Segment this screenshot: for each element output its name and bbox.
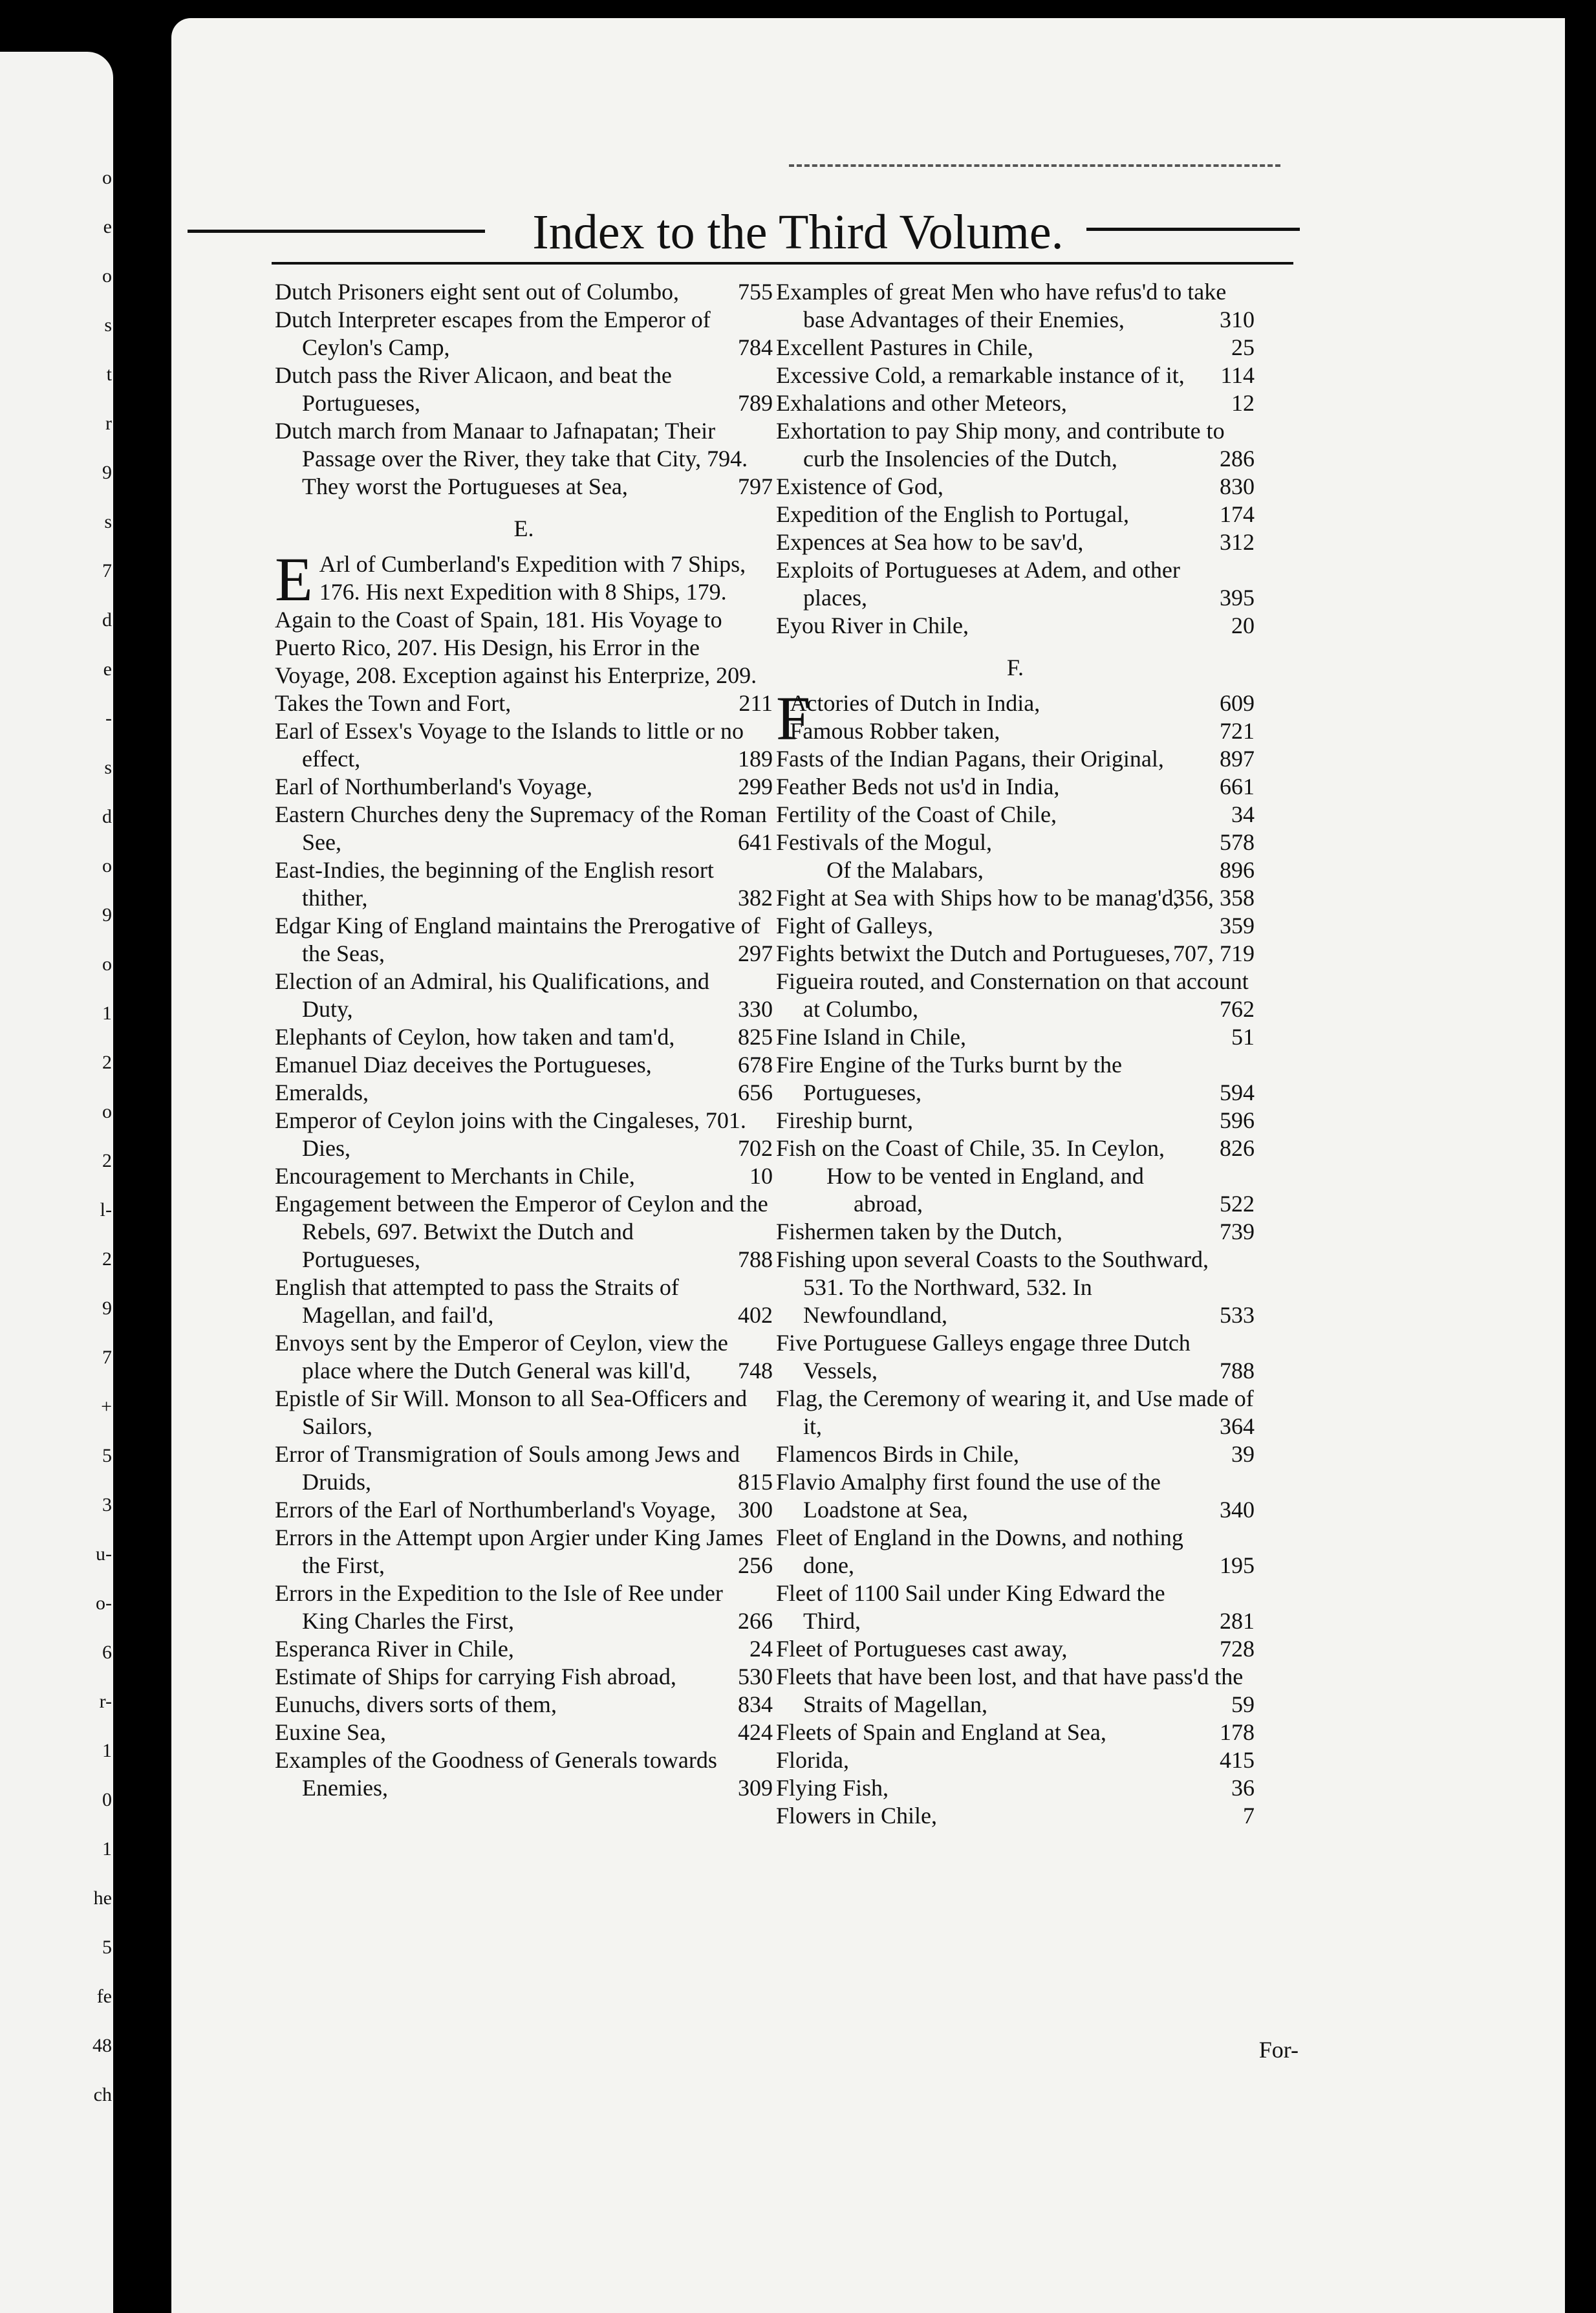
entry-text: Flowers in Chile, xyxy=(776,1803,937,1829)
entry-page-number: 788 xyxy=(1220,1358,1255,1384)
margin-fragment: 5 xyxy=(102,1445,112,1466)
section-letter-e: E. xyxy=(513,516,534,541)
entry-text: Edgar King of England maintains the Prerogative of the Seas, xyxy=(275,913,760,966)
index-entry xyxy=(776,912,1255,940)
entry-page-number: 51 xyxy=(1231,1024,1255,1050)
margin-fragment: u- xyxy=(96,1543,112,1565)
index-entry xyxy=(776,528,1255,556)
entry-page-number: 825 xyxy=(738,1024,773,1050)
index-entry xyxy=(776,773,1255,801)
entry-page-number: 25 xyxy=(1231,334,1255,360)
entry-page-number: 364 xyxy=(1220,1413,1255,1439)
entry-text: Famous Robber taken, xyxy=(790,718,1000,744)
margin-fragment: 9 xyxy=(102,462,112,483)
margin-fragment: 9 xyxy=(102,904,112,926)
entry-page-number: 359 xyxy=(1220,913,1255,939)
margin-fragment: r- xyxy=(99,1691,112,1712)
entry-text: Fish on the Coast of Chile, 35. In Ceylon, xyxy=(776,1135,1165,1161)
entry-page-number: 114 xyxy=(1220,362,1255,388)
entries-f-first xyxy=(776,684,1255,753)
index-entry xyxy=(275,1719,773,1746)
index-entry xyxy=(275,1190,773,1274)
entry-page-number: 578 xyxy=(1220,829,1255,855)
entry-text: Fight of Galleys, xyxy=(776,913,933,939)
index-entry xyxy=(275,1162,773,1190)
dropcap-e: E xyxy=(275,545,313,614)
index-entry xyxy=(776,1023,1255,1051)
index-entry xyxy=(776,473,1255,501)
margin-fragment: ch xyxy=(93,2084,112,2105)
index-entry xyxy=(275,773,773,801)
entry-text: Eunuchs, divers sorts of them, xyxy=(275,1691,557,1717)
index-entry xyxy=(275,1385,773,1440)
margin-fragment: 2 xyxy=(102,1248,112,1270)
index-column-left xyxy=(275,278,773,1802)
entry-page-number: 24 xyxy=(749,1636,773,1662)
margin-fragment: 1 xyxy=(102,1740,112,1761)
index-entry-e-first xyxy=(275,545,773,717)
entry-page-number: 797 xyxy=(738,473,773,499)
margin-fragment: s xyxy=(104,314,112,336)
section-letter-f: F. xyxy=(1006,655,1024,680)
dropcap-f: F xyxy=(776,684,811,753)
entry-text: Actories of Dutch in India, xyxy=(790,690,1041,716)
entry-text: Elephants of Ceylon, how taken and tam'd, xyxy=(275,1024,675,1050)
margin-fragment: e xyxy=(103,658,112,680)
entry-page-number: 522 xyxy=(1220,1191,1255,1217)
index-entry xyxy=(275,801,773,856)
margin-fragment: 0 xyxy=(102,1789,112,1810)
entry-text: Expedition of the English to Portugal, xyxy=(776,501,1129,527)
index-entry xyxy=(776,801,1255,829)
entry-page-number: 174 xyxy=(1220,501,1255,527)
entry-text: Fishermen taken by the Dutch, xyxy=(776,1219,1062,1244)
margin-fragment: s xyxy=(104,511,112,532)
entry-text: Examples of great Men who have refus'd to take base Advantages of their Enemies, xyxy=(776,279,1227,332)
entry-page-number: 815 xyxy=(738,1469,773,1495)
entry-text: Earl of Essex's Voyage to the Islands to little or no effect, xyxy=(275,718,744,772)
entry-text: Flying Fish, xyxy=(776,1775,889,1801)
margin-fragment: he xyxy=(93,1887,112,1909)
entry-page-number: 897 xyxy=(1220,746,1255,772)
index-entry xyxy=(776,501,1255,528)
entry-text: Flavio Amalphy first found the use of the Loadstone at Sea, xyxy=(776,1469,1161,1523)
entry-page-number: 728 xyxy=(1220,1636,1255,1662)
index-entry xyxy=(275,1274,773,1329)
entry-page-number: 641 xyxy=(738,829,773,855)
entry-text: Fleets of Spain and England at Sea, xyxy=(776,1719,1106,1745)
entry-text: Errors of the Earl of Northumberland's Voyage, xyxy=(275,1497,716,1523)
entry-text: Of the Malabars, xyxy=(826,857,984,883)
index-entry xyxy=(776,1440,1255,1468)
margin-fragment: - xyxy=(105,708,112,729)
entry-page-number: 382 xyxy=(738,885,773,911)
entry-page-number: 12 xyxy=(1231,390,1255,416)
entry-page-number: 211 xyxy=(739,690,773,716)
index-entry xyxy=(776,1107,1255,1135)
entry-text: Flamencos Birds in Chile, xyxy=(776,1441,1019,1467)
entry-text: Fine Island in Chile, xyxy=(776,1024,966,1050)
index-column-right xyxy=(776,278,1255,1830)
index-entry xyxy=(776,1051,1255,1107)
entry-page-number: 826 xyxy=(1220,1135,1255,1161)
entry-text: Esperanca River in Chile, xyxy=(275,1636,514,1662)
entry-page-number: 424 xyxy=(738,1719,773,1745)
margin-fragment: 5 xyxy=(102,1937,112,1958)
margin-fragment: 7 xyxy=(102,560,112,581)
index-entry xyxy=(776,389,1255,417)
entry-text: Dutch march from Manaar to Jafnapatan; Their Passage over the River, they take that City, 794. They worst the Portugueses at Sea, xyxy=(275,418,748,499)
entry-page-number: 7 xyxy=(1243,1803,1255,1829)
entry-page-number: 256 xyxy=(738,1552,773,1578)
margin-fragment: o xyxy=(102,1101,112,1122)
index-entry xyxy=(776,1663,1255,1719)
entry-page-number: 402 xyxy=(738,1302,773,1328)
entry-text: Errors in the Expedition to the Isle of Ree under King Charles the First, xyxy=(275,1580,723,1634)
entry-text: Dutch Prisoners eight sent out of Columbo, xyxy=(275,279,679,305)
entry-page-number: 748 xyxy=(738,1358,773,1384)
index-entry xyxy=(275,912,773,968)
margin-fragment: 7 xyxy=(102,1347,112,1368)
entry-page-number: 340 xyxy=(1220,1497,1255,1523)
entry-page-number: 789 xyxy=(738,390,773,416)
index-entry xyxy=(275,278,773,306)
entry-text: Fire Engine of the Turks burnt by the Portugueses, xyxy=(776,1052,1122,1105)
entry-text: Eyou River in Chile, xyxy=(776,613,969,638)
index-entry xyxy=(275,717,773,773)
entry-text: Fishing upon several Coasts to the Southward, 531. To the Northward, 532. In Newfoundland, xyxy=(776,1246,1209,1328)
index-entry xyxy=(776,417,1255,473)
margin-fragment: d xyxy=(102,609,112,631)
entry-text: Excessive Cold, a remarkable instance of it, xyxy=(776,362,1185,388)
entry-page-number: 286 xyxy=(1220,446,1255,472)
margin-fragment: fe xyxy=(96,1986,112,2007)
margin-fragment: o xyxy=(102,265,112,287)
entry-page-number: 300 xyxy=(738,1497,773,1523)
entry-page-number: 356, 358 xyxy=(1173,885,1255,911)
index-entry xyxy=(275,856,773,912)
index-entry xyxy=(776,856,1255,884)
entry-text: Figueira routed, and Consternation on that account at Columbo, xyxy=(776,968,1249,1022)
entry-text: Expences at Sea how to be sav'd, xyxy=(776,529,1084,555)
entry-page-number: 36 xyxy=(1231,1775,1255,1801)
index-entry xyxy=(275,1440,773,1496)
entry-text: Fleet of 1100 Sail under King Edward the Third, xyxy=(776,1580,1165,1634)
entry-page-number: 702 xyxy=(738,1135,773,1161)
entry-page-number: 297 xyxy=(738,940,773,966)
facing-page-edge xyxy=(0,52,113,2313)
entry-text: Fights betwixt the Dutch and Portugueses, xyxy=(776,940,1170,966)
index-entry xyxy=(776,278,1255,334)
entry-text: Errors in the Attempt upon Argier under King James the First, xyxy=(275,1525,764,1578)
margin-fragment: d xyxy=(102,806,112,827)
index-entry xyxy=(776,1524,1255,1580)
index-entry xyxy=(776,829,1255,856)
entry-text: Euxine Sea, xyxy=(275,1719,386,1745)
entry-page-number: 656 xyxy=(738,1080,773,1105)
index-entry xyxy=(776,1135,1255,1162)
entry-page-number: 661 xyxy=(1220,774,1255,799)
entry-text: Festivals of the Mogul, xyxy=(776,829,992,855)
margin-fragment: 1 xyxy=(102,1003,112,1024)
entry-text: Estimate of Ships for carrying Fish abroad, xyxy=(275,1664,676,1689)
entry-page-number: 395 xyxy=(1220,585,1255,611)
entry-page-number: 309 xyxy=(738,1775,773,1801)
index-entry xyxy=(776,884,1255,912)
entry-page-number: 755 xyxy=(738,279,773,305)
entry-text: Engagement between the Emperor of Ceylon and the Rebels, 697. Betwixt the Dutch and Portugueses, xyxy=(275,1191,768,1272)
entry-text: Envoys sent by the Emperor of Ceylon, view the place where the Dutch General was kill'd, xyxy=(275,1330,728,1384)
entry-text: Earl of Northumberland's Voyage, xyxy=(275,774,593,799)
entry-text: Examples of the Goodness of Generals towards Enemies, xyxy=(275,1747,717,1801)
entry-page-number: 678 xyxy=(738,1052,773,1078)
entry-page-number: 299 xyxy=(738,774,773,799)
index-entry xyxy=(776,1246,1255,1329)
entry-text: Existence of God, xyxy=(776,473,944,499)
index-entry xyxy=(776,1746,1255,1774)
margin-fragment: t xyxy=(106,364,112,385)
index-entry-f-first xyxy=(776,684,1255,753)
page-title: Index to the Third Volume. xyxy=(532,205,1064,259)
entry-page-number: 594 xyxy=(1220,1080,1255,1105)
index-entry xyxy=(275,1496,773,1524)
entry-text: Election of an Admiral, his Qualifications, and Duty, xyxy=(275,968,709,1022)
entry-text: East-Indies, the beginning of the English resort thither, xyxy=(275,857,714,911)
entry-text: Fleet of England in the Downs, and nothing done, xyxy=(776,1525,1183,1578)
entry-page-number: 896 xyxy=(1220,857,1255,883)
index-entry xyxy=(776,1580,1255,1635)
index-entry xyxy=(776,1218,1255,1246)
margin-fragment: s xyxy=(104,757,112,778)
index-entry xyxy=(776,362,1255,389)
entry-text: How to be vented in England, and abroad, xyxy=(826,1163,1144,1217)
entry-text: Arl of Cumberland's Expedition with 7 Ships, 176. His next Expedition with 8 Ships, 179. Again to the Coast of Spain, 181. His Voyage to Puerto Rico, 207. His Design, his Error in the Voyage, 208. Exception against his Enterprize, 209. Takes the Town and Fort, xyxy=(275,551,757,716)
entry-text: Exploits of Portugueses at Adem, and other places, xyxy=(776,557,1180,611)
entry-text: Fleet of Portugueses cast away, xyxy=(776,1636,1068,1662)
index-entry xyxy=(776,717,1255,745)
entry-page-number: 707, 719 xyxy=(1173,940,1255,966)
entry-page-number: 609 xyxy=(1220,690,1255,716)
entry-page-number: 189 xyxy=(738,746,773,772)
entry-page-number: 834 xyxy=(738,1691,773,1717)
margin-fragment: 3 xyxy=(102,1494,112,1515)
entry-page-number: 788 xyxy=(738,1246,773,1272)
index-entry xyxy=(275,1329,773,1385)
entry-page-number: 721 xyxy=(1220,718,1255,744)
index-entry xyxy=(275,1746,773,1802)
entries-d xyxy=(275,278,773,501)
entry-text: Flag, the Ceremony of wearing it, and Use made of it, xyxy=(776,1385,1254,1439)
entry-page-number: 310 xyxy=(1220,307,1255,332)
entry-text: Fight at Sea with Ships how to be manag'd, xyxy=(776,885,1180,911)
entry-page-number: 762 xyxy=(1220,996,1255,1022)
entry-text: Epistle of Sir Will. Monson to all Sea-Officers and Sailors, xyxy=(275,1385,748,1439)
index-entry xyxy=(776,940,1255,968)
margin-fragment: 2 xyxy=(102,1052,112,1073)
index-entry xyxy=(275,1524,773,1580)
entry-page-number: 784 xyxy=(738,334,773,360)
index-entry xyxy=(275,417,773,501)
entry-text: Florida, xyxy=(776,1747,849,1773)
entry-text: Fertility of the Coast of Chile, xyxy=(776,801,1057,827)
index-entry xyxy=(776,612,1255,640)
entry-page-number: 739 xyxy=(1220,1219,1255,1244)
entry-page-number: 530 xyxy=(738,1664,773,1689)
margin-fragment: o xyxy=(102,855,112,876)
index-entry xyxy=(275,1635,773,1663)
margin-fragment: e xyxy=(103,216,112,237)
entry-page-number: 281 xyxy=(1220,1608,1255,1634)
entry-text: Emperor of Ceylon joins with the Cingaleses, 701. Dies, xyxy=(275,1107,746,1161)
index-entry xyxy=(776,745,1255,773)
catchword: For- xyxy=(1258,2037,1299,2063)
margin-fragment: l- xyxy=(100,1199,112,1221)
index-entry xyxy=(776,968,1255,1023)
index-entry xyxy=(275,306,773,362)
entry-page-number: 39 xyxy=(1231,1441,1255,1467)
index-entry xyxy=(776,1468,1255,1524)
entry-page-number: 830 xyxy=(1220,473,1255,499)
entry-text: Emeralds, xyxy=(275,1080,369,1105)
index-entry xyxy=(275,1023,773,1051)
margin-fragment: o xyxy=(102,167,112,188)
index-entry xyxy=(776,1329,1255,1385)
entries-f xyxy=(776,745,1255,1830)
margin-fragment: o xyxy=(102,953,112,975)
entry-text: Fleets that have been lost, and that have pass'd the Straits of Magellan, xyxy=(776,1664,1244,1717)
entry-text: Encouragement to Merchants in Chile, xyxy=(275,1163,635,1189)
margin-fragment: + xyxy=(101,1396,112,1417)
entry-text: Five Portuguese Galleys engage three Dutch Vessels, xyxy=(776,1330,1191,1384)
top-dashed-rule xyxy=(789,164,1280,167)
entry-text: Fasts of the Indian Pagans, their Original, xyxy=(776,746,1164,772)
entry-text: English that attempted to pass the Straits of Magellan, and fail'd, xyxy=(275,1274,679,1328)
entry-page-number: 59 xyxy=(1231,1691,1255,1717)
entry-text: Exhalations and other Meteors, xyxy=(776,390,1067,416)
index-entry xyxy=(776,556,1255,612)
entry-page-number: 330 xyxy=(738,996,773,1022)
index-entry xyxy=(275,1580,773,1635)
entry-page-number: 178 xyxy=(1220,1719,1255,1745)
entry-text: Dutch Interpreter escapes from the Emperor of Ceylon's Camp, xyxy=(275,307,711,360)
entry-page-number: 533 xyxy=(1220,1302,1255,1328)
entry-text: Feather Beds not us'd in India, xyxy=(776,774,1060,799)
entry-page-number: 266 xyxy=(738,1608,773,1634)
title-underline xyxy=(272,262,1293,265)
entry-page-number: 195 xyxy=(1220,1552,1255,1578)
index-entry xyxy=(776,1802,1255,1830)
entry-text: Dutch pass the River Alicaon, and beat the Portugueses, xyxy=(275,362,672,416)
entry-page-number: 596 xyxy=(1220,1107,1255,1133)
entry-text: Error of Transmigration of Souls among Jews and Druids, xyxy=(275,1441,740,1495)
margin-fragment: o- xyxy=(96,1592,112,1614)
index-entry xyxy=(776,1385,1255,1440)
entries-e xyxy=(275,717,773,1802)
entry-page-number: 10 xyxy=(749,1163,773,1189)
index-entry xyxy=(776,1719,1255,1746)
index-entry xyxy=(776,690,1255,717)
index-entry xyxy=(776,1635,1255,1663)
margin-fragment: 2 xyxy=(102,1150,112,1171)
index-entry xyxy=(275,362,773,417)
entry-text: Excellent Pastures in Chile, xyxy=(776,334,1033,360)
index-entry xyxy=(275,1107,773,1162)
entry-text: Fireship burnt, xyxy=(776,1107,913,1133)
index-entry xyxy=(275,1663,773,1691)
entry-text: Emanuel Diaz deceives the Portugueses, xyxy=(275,1052,652,1078)
margin-fragment: r xyxy=(105,413,112,434)
entry-page-number: 415 xyxy=(1220,1747,1255,1773)
entry-page-number: 34 xyxy=(1231,801,1255,827)
margin-fragment: 1 xyxy=(102,1838,112,1860)
entry-text: Exhortation to pay Ship mony, and contribute to curb the Insolencies of the Dutch, xyxy=(776,418,1225,472)
index-entry xyxy=(275,1691,773,1719)
index-entry xyxy=(776,1162,1255,1218)
margin-fragment: 48 xyxy=(92,2035,112,2056)
entries-e-continued xyxy=(776,278,1255,640)
entry-page-number: 20 xyxy=(1231,613,1255,638)
entry-text: Eastern Churches deny the Supremacy of the Roman See, xyxy=(275,801,767,855)
index-entry xyxy=(776,1774,1255,1802)
index-entry xyxy=(776,334,1255,362)
index-entry xyxy=(275,968,773,1023)
index-entry xyxy=(275,1079,773,1107)
index-entry xyxy=(275,1051,773,1079)
entry-page-number: 312 xyxy=(1220,529,1255,555)
margin-fragment: 9 xyxy=(102,1298,112,1319)
margin-fragment: 6 xyxy=(102,1642,112,1663)
